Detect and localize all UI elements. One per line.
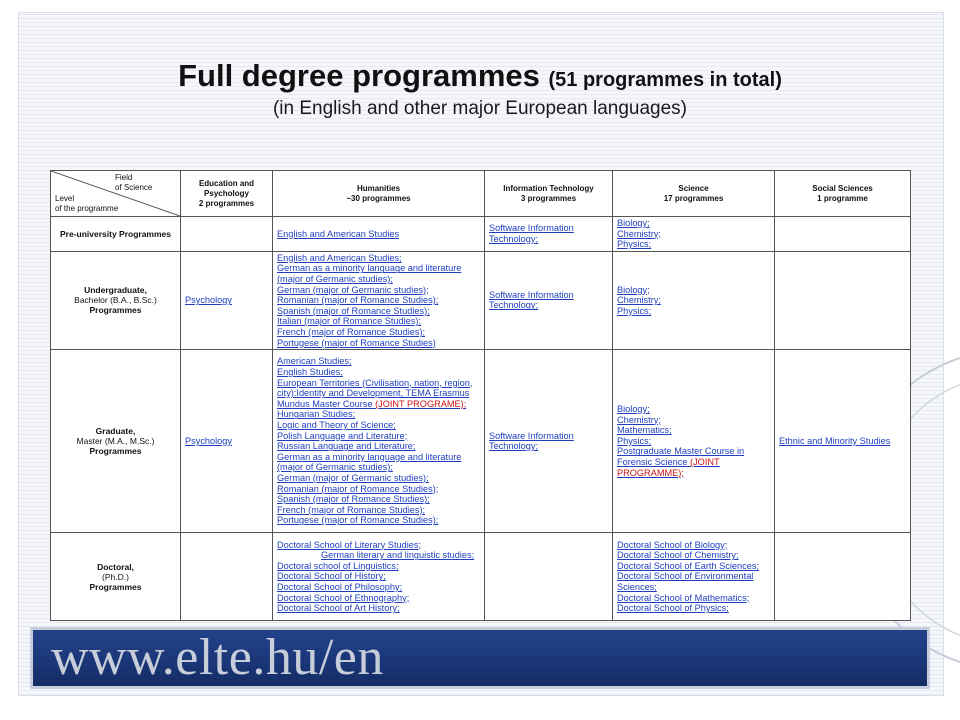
cell-edu [181, 251, 273, 349]
table-row [51, 350, 911, 533]
programme-name: Portugese (major of Romance Studies); [277, 515, 439, 526]
cell-hum [273, 533, 485, 621]
programme-link[interactable] [617, 446, 770, 478]
programme-name: German as a minority language and literature (major of Germanic studies); [277, 263, 462, 284]
programme-name: Doctoral School of Biology; [617, 539, 728, 550]
cell-it [485, 217, 613, 252]
programme-name: English Studies; [277, 366, 343, 377]
programme-link[interactable] [277, 338, 480, 349]
programme-link[interactable] [617, 571, 770, 592]
level-name: Graduate, [95, 426, 136, 437]
programme-link[interactable] [617, 436, 770, 447]
programme-name: German literary and linguistic studies; [321, 550, 475, 561]
cell-edu [181, 350, 273, 533]
programme-link[interactable] [617, 404, 770, 415]
programme-link[interactable] [277, 253, 480, 264]
programme-link[interactable] [277, 316, 480, 327]
programme-name: European Territories (Civilisation, nation, region, city):Identity and Development, TEMA Erasmus Mundus Master Course [277, 377, 473, 409]
programme-name: Portugese (major of Romance Studies) [277, 337, 436, 348]
level-cell [51, 350, 181, 533]
programme-name: Physics; [617, 305, 652, 316]
programme-link[interactable] [617, 593, 770, 604]
col-header-education: Education and Psychology 2 programmes [181, 171, 273, 217]
level-cell [51, 251, 181, 349]
cell-it [485, 251, 613, 349]
level-degree: (Ph.D.) [102, 571, 129, 582]
programme-link[interactable]: Psychology [185, 435, 232, 446]
programme-name: Biology; [617, 404, 650, 415]
programme-link[interactable]: Ethnic and Minority Studies [779, 435, 891, 446]
col-header-it: Information Technology 3 programmes [485, 171, 613, 217]
programme-link[interactable] [277, 441, 480, 452]
title-count: (51 programmes in total) [548, 69, 782, 91]
cell-hum [273, 350, 485, 533]
programme-link[interactable] [277, 571, 480, 582]
cell-sci [613, 350, 775, 533]
cell-hum [273, 251, 485, 349]
programme-link[interactable]: Psychology [185, 295, 232, 306]
programme-name: Doctoral School of Philosophy; [277, 581, 403, 592]
programme-link[interactable] [277, 306, 480, 317]
programme-link[interactable] [617, 218, 770, 229]
cell-edu [181, 533, 273, 621]
cell-soc [775, 251, 911, 349]
programme-link[interactable] [617, 295, 770, 306]
programme-name: Romanian (major of Romance Studies); [277, 483, 439, 494]
programmes-table [50, 170, 911, 621]
programme-name: Doctoral School of Art History; [277, 603, 400, 614]
programme-name: English and American Studies [277, 228, 400, 239]
programme-link[interactable] [277, 550, 480, 561]
programme-name: Chemistry; [617, 295, 661, 306]
corner-header [51, 171, 181, 217]
programme-name: American Studies; [277, 356, 352, 367]
programme-link[interactable] [277, 356, 480, 367]
programme-link[interactable] [277, 561, 480, 572]
level-name: Pre-university Programmes [59, 228, 172, 239]
programme-name: Italian (major of Romance Studies); [277, 316, 421, 327]
website-url[interactable]: www.elte.hu/en [51, 629, 384, 686]
level-degree: Master (M.A., M.Sc.) [76, 436, 155, 447]
cell-it [485, 533, 613, 621]
level-name: Doctoral, [97, 561, 134, 572]
programme-link[interactable] [617, 239, 770, 250]
programme-name: Logic and Theory of Science; [277, 419, 396, 430]
programme-name: Doctoral School of Environmental Sciences; [617, 571, 754, 592]
level-degree: Bachelor (B.A., B.Sc.) [74, 295, 157, 306]
programme-link[interactable] [617, 425, 770, 436]
programme-name: French (major of Romance Studies); [277, 504, 426, 515]
cell-sci [613, 217, 775, 252]
programme-link[interactable] [277, 285, 480, 296]
level-programmes: Programmes [89, 305, 142, 316]
programme-name: Doctoral School of Mathematics; [617, 592, 750, 603]
programme-link[interactable] [277, 452, 480, 473]
programme-name: Postgraduate Master Course in Forensic Science [617, 446, 745, 468]
programme-name: Biology; [617, 218, 650, 228]
cell-hum [273, 217, 485, 252]
programme-link[interactable] [277, 263, 480, 284]
programme-link[interactable] [277, 367, 480, 378]
programme-link[interactable] [617, 603, 770, 614]
table-row [51, 533, 911, 621]
programme-name: Chemistry; [617, 228, 661, 239]
cell-it [485, 350, 613, 533]
programme-name: Doctoral School of History; [277, 571, 386, 582]
programme-name: Physics; [617, 239, 652, 250]
programme-name: Chemistry; [617, 414, 661, 425]
col-header-humanities: Humanities ~30 programmes [273, 171, 485, 217]
programme-link[interactable] [617, 561, 770, 572]
programme-link[interactable] [277, 327, 480, 338]
joint-programme-note: (JOINT PROGRAME); [375, 398, 467, 409]
programme-link[interactable] [277, 420, 480, 431]
programme-name: Doctoral School of Ethnography; [277, 592, 410, 603]
programme-name: Spanish (major of Romance Studies); [277, 305, 430, 316]
cell-sci [613, 251, 775, 349]
programme-link[interactable] [277, 593, 480, 604]
programme-link[interactable] [277, 229, 480, 240]
title-main: Full degree programmes [178, 58, 540, 93]
programme-name: Russian Language and Literature; [277, 441, 416, 452]
cell-sci [613, 533, 775, 621]
programme-link[interactable] [617, 285, 770, 296]
programme-link[interactable] [277, 484, 480, 495]
programme-name: English and American Studies; [277, 252, 402, 263]
programme-link[interactable] [617, 550, 770, 561]
programme-link[interactable] [277, 494, 480, 505]
programme-name: Mathematics; [617, 425, 672, 436]
cell-soc [775, 350, 911, 533]
programme-link[interactable]: Software Information Technology; [489, 223, 574, 244]
table-row [51, 251, 911, 349]
programme-link[interactable] [277, 431, 480, 442]
table-header-row [51, 171, 911, 217]
programme-name: Doctoral school of Linguistics; [277, 560, 399, 571]
programme-link[interactable] [617, 306, 770, 317]
programme-link[interactable] [277, 409, 480, 420]
level-programmes: Programmes [89, 446, 142, 457]
programme-name: Hungarian Studies; [277, 409, 356, 420]
programme-link[interactable] [277, 540, 480, 551]
programme-link[interactable] [277, 473, 480, 484]
table-row [51, 217, 911, 252]
programme-link[interactable] [277, 603, 480, 614]
col-header-science: Science 17 programmes [613, 171, 775, 217]
programme-link[interactable] [277, 582, 480, 593]
programme-name: German (major of Germanic studies); [277, 472, 429, 483]
programme-name: German as a minority language and literature (major of Germanic studies); [277, 451, 462, 473]
programme-link[interactable] [277, 505, 480, 516]
level-cell [51, 533, 181, 621]
programme-name: German (major of Germanic studies); [277, 284, 429, 295]
corner-level-label: Level of the programme [55, 194, 119, 213]
level-programmes: Programmes [89, 581, 142, 592]
programme-name: Doctoral School of Physics; [617, 603, 729, 614]
programme-name: Romanian (major of Romance Studies); [277, 295, 439, 306]
level-cell [51, 217, 181, 252]
programme-name: Doctoral School of Earth Sciences; [617, 560, 759, 571]
programme-link[interactable] [617, 540, 770, 551]
level-name: Undergraduate, [84, 285, 147, 296]
corner-field-label: Field of Science [115, 173, 153, 192]
page-title [0, 58, 960, 94]
programme-link[interactable] [277, 515, 480, 526]
programme-link[interactable] [277, 378, 480, 410]
page-subtitle: (in English and other major European languages) [272, 98, 688, 119]
programme-name: Doctoral School of Chemistry; [617, 550, 739, 561]
col-header-social: Social Sciences 1 programme [775, 171, 911, 217]
programme-link[interactable] [617, 229, 770, 240]
website-banner [30, 627, 930, 689]
programme-link[interactable]: Software Information Technology; [489, 289, 574, 311]
cell-soc [775, 533, 911, 621]
joint-programme-note: (JOINT PROGRAMME); [617, 457, 720, 478]
programme-link[interactable]: Software Information Technology; [489, 430, 574, 452]
programme-link[interactable] [617, 415, 770, 426]
programme-name: Spanish (major of Romance Studies); [277, 494, 430, 505]
programme-name: Physics; [617, 435, 652, 446]
programme-name: French (major of Romance Studies); [277, 326, 426, 337]
programme-name: Doctoral School of Literary Studies; [277, 539, 422, 550]
cell-edu [181, 217, 273, 252]
programme-name: Polish Language and Literature; [277, 430, 408, 441]
programme-link[interactable] [277, 295, 480, 306]
programme-name: Biology; [617, 284, 650, 295]
cell-soc [775, 217, 911, 252]
